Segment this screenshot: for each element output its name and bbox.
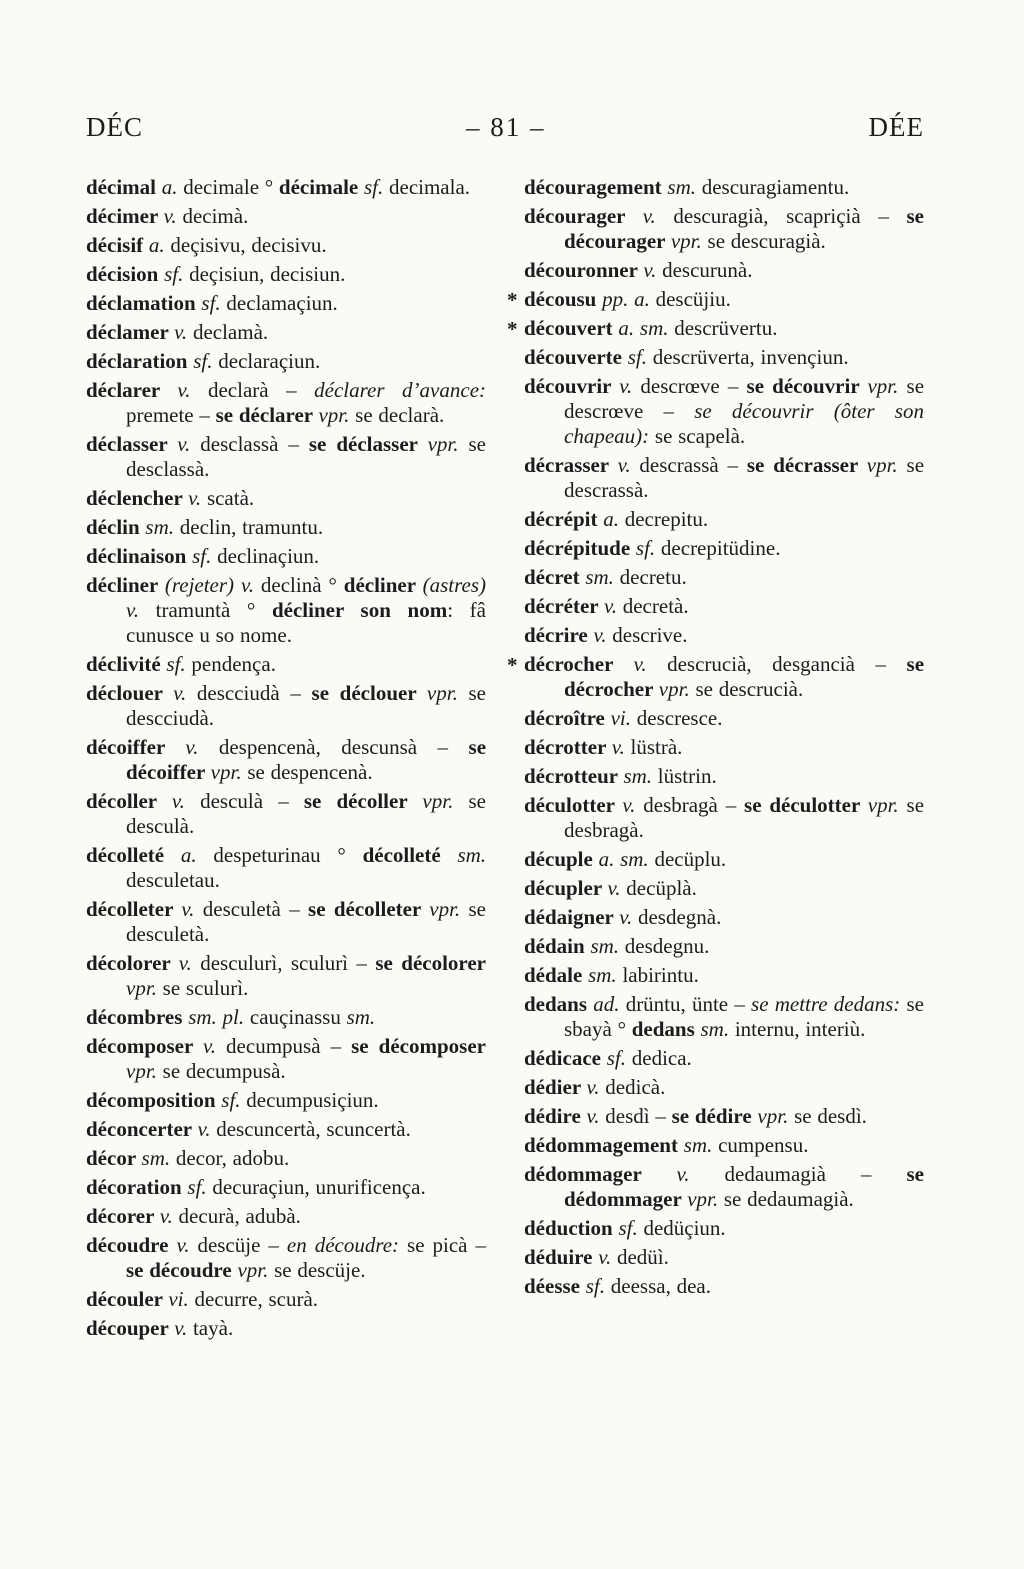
running-head (86, 112, 924, 143)
dictionary-entry: décoiffer v. despencenà, descunsà – se décoiffer vpr. se despencenà. (86, 735, 487, 784)
dictionary-columns (86, 175, 924, 1345)
dictionary-entry: dédaigner v. desdegnà. (524, 905, 722, 929)
dictionary-entry: déculotter v. desbragà – se déculotter vpr. se desbragà. (524, 793, 925, 842)
dictionary-entry: dédale sm. labirintu. (524, 963, 699, 987)
dictionary-column-right (507, 175, 925, 1345)
dictionary-entry: déclaration sf. declaraçiun. (86, 349, 321, 373)
dictionary-entry: décor sm. decor, adobu. (86, 1146, 290, 1170)
dictionary-entry: décrotteur sm. lüstrin. (524, 764, 717, 788)
dictionary-entry: déclencher v. scatà. (86, 486, 255, 510)
dictionary-entry: décrire v. descrive. (524, 623, 688, 647)
dictionary-entry: décroître vi. descresce. (524, 706, 723, 730)
dictionary-entry: déduction sf. dedüçiun. (524, 1216, 726, 1240)
dictionary-entry: dédommagement sm. cumpensu. (524, 1133, 809, 1157)
dictionary-entry: * décousu pp. a. descüjiu. (507, 287, 731, 312)
dictionary-entry: décourager v. descuragià, scapriçià – se décourager vpr. se descuragià. (524, 204, 924, 253)
dictionary-entry: décomposer v. decumpusà – se décomposer vpr. se decumpusà. (86, 1034, 486, 1083)
variant-asterisk: * (507, 288, 518, 312)
dictionary-entry: décrépitude sf. decrepitüdine. (524, 536, 781, 560)
variant-asterisk: * (507, 653, 518, 677)
dictionary-entry: dédicace sf. dedica. (524, 1046, 692, 1070)
dictionary-entry: découragement sm. descuragiamentu. (524, 175, 850, 199)
dictionary-entry: décliner (rejeter) v. declinà ° décliner (astres) v. tramuntà ° décliner son nom: fâ cunusce u so nome. (86, 573, 487, 647)
guide-word-right: DÉE (868, 112, 924, 142)
dictionary-entry: découvrir v. descrœve – se découvrir vpr. se descrœve – se découvrir (ôter son chapeau): se scapelà. (524, 374, 925, 448)
dictionary-entry: décision sf. deçisiun, decisiun. (86, 262, 346, 286)
dictionary-entry: déclarer v. declarà – déclarer d’avance: premete – se déclarer vpr. se declarà. (86, 378, 487, 427)
dictionary-entry: découler vi. decurre, scurà. (86, 1287, 319, 1311)
dictionary-entry: décret sm. decretu. (524, 565, 687, 589)
guide-word-left: DÉC (86, 112, 143, 142)
dictionary-entry: décomposition sf. decumpusiçiun. (86, 1088, 379, 1112)
dictionary-entry: décimer v. decimà. (86, 204, 249, 228)
dictionary-entry: * découvert a. sm. descrüvertu. (507, 316, 778, 341)
dictionary-entry: dédommager v. dedaumagià – se dédommager vpr. se dedaumagià. (524, 1162, 924, 1211)
dictionary-entry: dédire v. desdì – se dédire vpr. se desdì. (524, 1104, 867, 1128)
dictionary-entry: décombres sm. pl. cauçinassu sm. (86, 1005, 376, 1029)
dictionary-entry: décimal a. decimale ° décimale sf. decimala. (86, 175, 471, 199)
dictionary-entry: déclin sm. declin, tramuntu. (86, 515, 324, 539)
dictionary-entry: découper v. tayà. (86, 1316, 234, 1340)
dictionary-entry: décorer v. decurà, adubà. (86, 1204, 301, 1228)
page-number: – 81 – (466, 112, 546, 142)
dictionary-entry: découronner v. descurunà. (524, 258, 753, 282)
dictionary-entry: décoration sf. decuraçiun, unurificença. (86, 1175, 426, 1199)
dictionary-entry: découdre v. descüje – en découdre: se picà – se découdre vpr. se descüje. (86, 1233, 486, 1282)
dictionary-entry: découverte sf. descrüverta, invençiun. (524, 345, 849, 369)
dictionary-entry: déclasser v. desclassà – se déclasser vpr. se desclassà. (86, 432, 486, 481)
dictionary-entry: décoller v. desculà – se décoller vpr. se desculà. (86, 789, 486, 838)
dictionary-entry: déesse sf. deessa, dea. (524, 1274, 711, 1298)
dictionary-entry: décrotter v. lüstrà. (524, 735, 683, 759)
dictionary-entry: décrasser v. descrassà – se décrasser vpr. se descrassà. (524, 453, 925, 502)
dictionary-entry: décrépit a. decrepitu. (524, 507, 709, 531)
dictionary-entry: dédain sm. desdegnu. (524, 934, 710, 958)
dictionary-entry: décréter v. decretà. (524, 594, 689, 618)
dictionary-entry: dedans ad. drüntu, ünte – se mettre dedans: se sbayà ° dedans sm. internu, interiù. (524, 992, 924, 1041)
dictionary-entry: déclivité sf. pendença. (86, 652, 276, 676)
dictionary-column-left (86, 175, 486, 1345)
dictionary-entry: déclinaison sf. declinaçiun. (86, 544, 320, 568)
dictionary-entry: déclamation sf. declamaçiun. (86, 291, 338, 315)
dictionary-entry: décolorer v. desculurì, sculurì – se décolorer vpr. se sculurì. (86, 951, 487, 1000)
dictionary-entry: déclamer v. declamà. (86, 320, 269, 344)
dictionary-entry: décuple a. sm. decüplu. (524, 847, 727, 871)
dictionary-entry: décolleter v. desculetà – se décolleter vpr. se desculetà. (86, 897, 486, 946)
variant-asterisk: * (507, 317, 518, 341)
dictionary-entry: déclouer v. descciudà – se déclouer vpr. se descciudà. (86, 681, 486, 730)
dictionary-entry: * décrocher v. descrucià, desgancià – se décrocher vpr. se descrucià. (507, 652, 925, 701)
dictionary-entry: décisif a. deçisivu, decisivu. (86, 233, 327, 257)
dictionary-entry: dédier v. dedicà. (524, 1075, 666, 1099)
dictionary-entry: décupler v. decüplà. (524, 876, 697, 900)
dictionary-entry: déduire v. dedüì. (524, 1245, 669, 1269)
dictionary-entry: déconcerter v. descuncertà, scuncertà. (86, 1117, 411, 1141)
dictionary-entry: décolleté a. despeturinau ° décolleté sm. desculetau. (86, 843, 487, 892)
